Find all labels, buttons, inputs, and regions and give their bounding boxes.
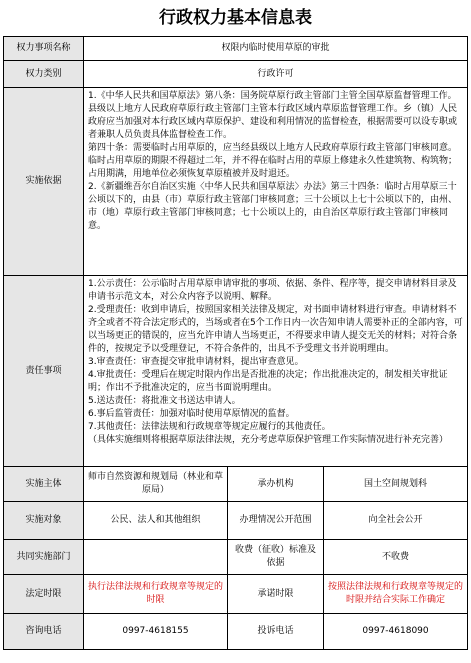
fee-value: 不收费 xyxy=(324,540,468,575)
row-target xyxy=(4,502,468,540)
row-joint xyxy=(4,540,468,575)
responsibility-paragraph: 5.送达责任：将批准文书送达申请人。 xyxy=(88,396,241,406)
row-contact xyxy=(4,614,468,650)
scope-label: 办理情况公开范围 xyxy=(228,502,324,540)
row-subject xyxy=(4,467,468,502)
info-table xyxy=(3,36,468,650)
scope-value: 向全社会公开 xyxy=(324,502,468,540)
subject-label: 实施主体 xyxy=(4,467,84,502)
joint-label: 共同实施部门 xyxy=(4,540,84,575)
row-name xyxy=(4,37,468,61)
promise-value: 按照法律法规和行政规章等规定的时限并结合实际工作确定 xyxy=(324,575,468,614)
basis-label: 实施依据 xyxy=(4,88,84,276)
responsibility-content xyxy=(84,276,468,467)
responsibility-paragraph: 1.公示责任：公示临时占用草原申请审批的事项、依据、条件、程序等，提交申请材料目录及申请书示范文本，对公众内容予以说明、解释。 xyxy=(88,279,457,302)
deadline-label: 法定时限 xyxy=(4,575,84,614)
row-basis xyxy=(4,88,468,276)
row-deadline xyxy=(4,575,468,614)
name-label: 权力事项名称 xyxy=(4,37,84,61)
responsibility-label: 责任事项 xyxy=(4,276,84,467)
complaint-label: 投诉电话 xyxy=(228,614,324,650)
responsibility-paragraph: 3.审查责任：审查提交审批申请材料，提出审查意见。 xyxy=(88,357,304,367)
deadline-value: 执行法律法规和行政规章等规定的时限 xyxy=(84,575,228,614)
category-value: 行政许可 xyxy=(84,61,468,88)
org-value: 国土空间规划科 xyxy=(324,467,468,502)
name-value: 权限内临时使用草原的审批 xyxy=(84,37,468,61)
row-responsibility xyxy=(4,276,468,467)
basis-paragraph: 第四十条：需要临时占用草原的，应当经县级以上地方人民政府草原行政主管部门审核同意。临时占用草原的期限不得超过二年，并不得在临时占用的草原上修建永久性建筑物、构筑物；占用期满，用地单位必须恢复草原植被并及时退还。 xyxy=(88,143,458,179)
contact-label: 咨询电话 xyxy=(4,614,84,650)
responsibility-paragraph: （具体实施细则将根据草原法律法规，充分考虑草原保护管理工作实际情况进行补充完善） xyxy=(88,435,449,445)
complaint-value: 0997-4618090 xyxy=(324,614,468,650)
target-value: 公民、法人和其他组织 xyxy=(84,502,228,540)
basis-paragraph: 1.《中华人民共和国草原法》第八条：国务院草原行政主管部门主管全国草原监督管理工作。县级以上地方人民政府草原行政主管部门主管本行政区域内草原监督管理工作。乡（镇）人民政府应当加强对本行政区域内草原保护、建设和利用情况的监督检查，根据需要可以设专职或者兼职人员负责具体监督检查工作。 xyxy=(88,91,458,140)
contact-value: 0997-4618155 xyxy=(84,614,228,650)
promise-label: 承诺时限 xyxy=(228,575,324,614)
responsibility-paragraph: 2.受理责任：收到申请后，按照国家相关法律及规定，对书面申请材料进行审查。申请材料不齐全或者不符合法定形式的，当场或者在5个工作日内一次告知申请人需要补正的全部内容，可以当场更正的错误的，应当允许申请人当场更正，不得要求申请人提交无关的材料；对符合条件的，按规定予以受理登记，不符合条件的，出具不予受理文书并说明理由。 xyxy=(88,305,463,354)
fee-label: 收费（征收）标准及依据 xyxy=(228,540,324,575)
subject-value: 师市自然资源和规划局（林业和草原局） xyxy=(84,467,228,502)
page-title: 行政权力基本信息表 xyxy=(159,8,312,28)
row-category xyxy=(4,61,468,88)
org-label: 承办机构 xyxy=(228,467,324,502)
basis-content xyxy=(84,88,468,276)
category-label: 权力类别 xyxy=(4,61,84,88)
responsibility-paragraph: 4.审批责任：受理后在规定时限内作出是否批准的决定；作出批准决定的，制发相关审批证明；作出不予批准决定的，应当书面说明理由。 xyxy=(88,370,448,393)
responsibility-paragraph: 6.事后监管责任：加强对临时使用草原情况的监督。 xyxy=(88,409,295,419)
joint-value xyxy=(84,540,228,575)
responsibility-paragraph: 7.其他责任：法律法规和行政规章等规定应履行的其他责任。 xyxy=(88,422,331,432)
target-label: 实施对象 xyxy=(4,502,84,540)
basis-paragraph: 2.《新疆维吾尔自治区实施〈中华人民共和国草原法〉办法》第三十四条：临时占用草原三十公顷以下的，由县（市）草原行政主管部门审核同意；三十公顷以上七十公顷以下的，由州、市（地）草原行政主管部门审核同意；七十公顷以上的，由自治区草原行政主管部门审核同意。 xyxy=(88,182,458,231)
